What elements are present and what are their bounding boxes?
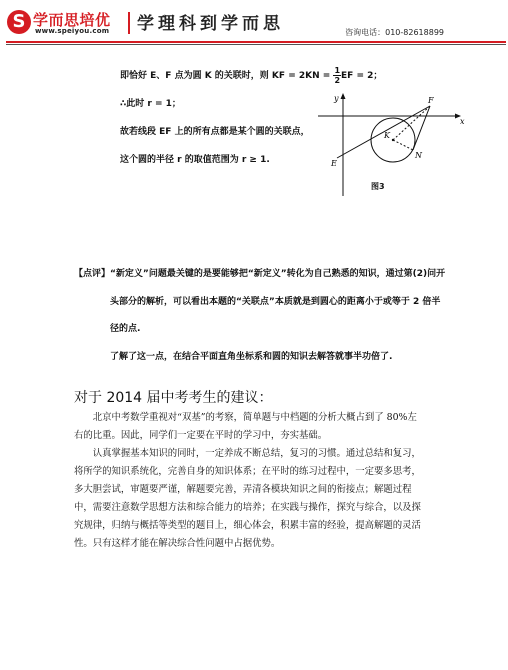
label-k: K <box>384 131 390 140</box>
advice-paragraph-1: 北京中考数学重视对“双基”的考察，简单题与中档题的分析大概占到了 80%左右的比重。因此，同学们一定要在平时的学习中，夯实基础。 <box>74 412 417 441</box>
phone-number: 咨询电话：010-82618899 <box>345 28 444 37</box>
brand-logo-icon: S <box>7 10 31 34</box>
slogan: 学理科到学而思 <box>137 14 284 34</box>
solution-line-1: 即恰好 E、F 点为圆 K 的关联时，则 KF = 2KN = $\frac{1}{2}$ EF = 2； <box>120 66 383 85</box>
center-point-k <box>392 139 394 141</box>
comment-line-1: 【点评】“新定义”问题最关键的是要能够把“新定义”转化为自己熟悉的知识，通过第(2)问开 <box>74 269 446 279</box>
page-header <box>0 0 508 44</box>
tangent-fn <box>413 106 430 150</box>
fraction-half: $\frac{1}{2}$ <box>334 66 341 85</box>
header-rule-dark <box>6 44 506 45</box>
comment-line-3: 径的点. <box>110 324 141 334</box>
label-x: x <box>460 117 465 126</box>
figure-caption: 图3 <box>371 182 385 191</box>
label-e: E <box>331 159 337 168</box>
brand-url: www.speiyou.com <box>35 27 110 35</box>
solution-line-3: 故若线段 EF 上的所有点都是某个圆的关联点， <box>120 127 310 137</box>
brand-name: 学而思培优 <box>33 11 111 29</box>
header-divider <box>128 12 130 34</box>
label-y: y <box>334 94 339 103</box>
comment-line-4: 了解了这一点，在结合平面直角坐标系和圆的知识去解答就事半功倍了. <box>110 352 393 362</box>
label-f: F <box>428 96 434 105</box>
label-n: N <box>415 151 422 160</box>
comment-line-2: 头部分的解析，可以看出本题的“关联点”本质就是到圆心的距离小于或等于 2 倍半 <box>110 297 441 307</box>
geometry-figure <box>318 92 468 197</box>
solution-line-2: ∴此时 r = 1； <box>120 99 181 109</box>
y-axis-arrow <box>341 93 346 99</box>
advice-title: 对于 2014 届中考考生的建议： <box>74 390 273 406</box>
radius-kn <box>393 140 413 150</box>
segment-kf <box>393 106 430 140</box>
header-rule-red <box>6 41 506 43</box>
advice-paragraph-2: 认真掌握基本知识的同时，一定养成不断总结，复习的习惯。通过总结和复习，将所学的知识系统化，完善自身的知识体系；在平时的练习过程中，一定要多思考，多大胆尝试，审题要严谨，解题要完善，弄清各模块知识之间的衔接点；解题过程中，需要注意数学思想方法和综合能力的培养；在实践与操作，探究与综合，以及探究规律，归纳与概括等类型的题目上，细心体会，积累丰富的经验，提高解题的灵活性。只有这样才能在解决综合性问题中占据优势。 <box>74 448 421 549</box>
solution-line-4: 这个圆的半径 r 的取值范围为 r ≥ 1. <box>120 155 270 165</box>
